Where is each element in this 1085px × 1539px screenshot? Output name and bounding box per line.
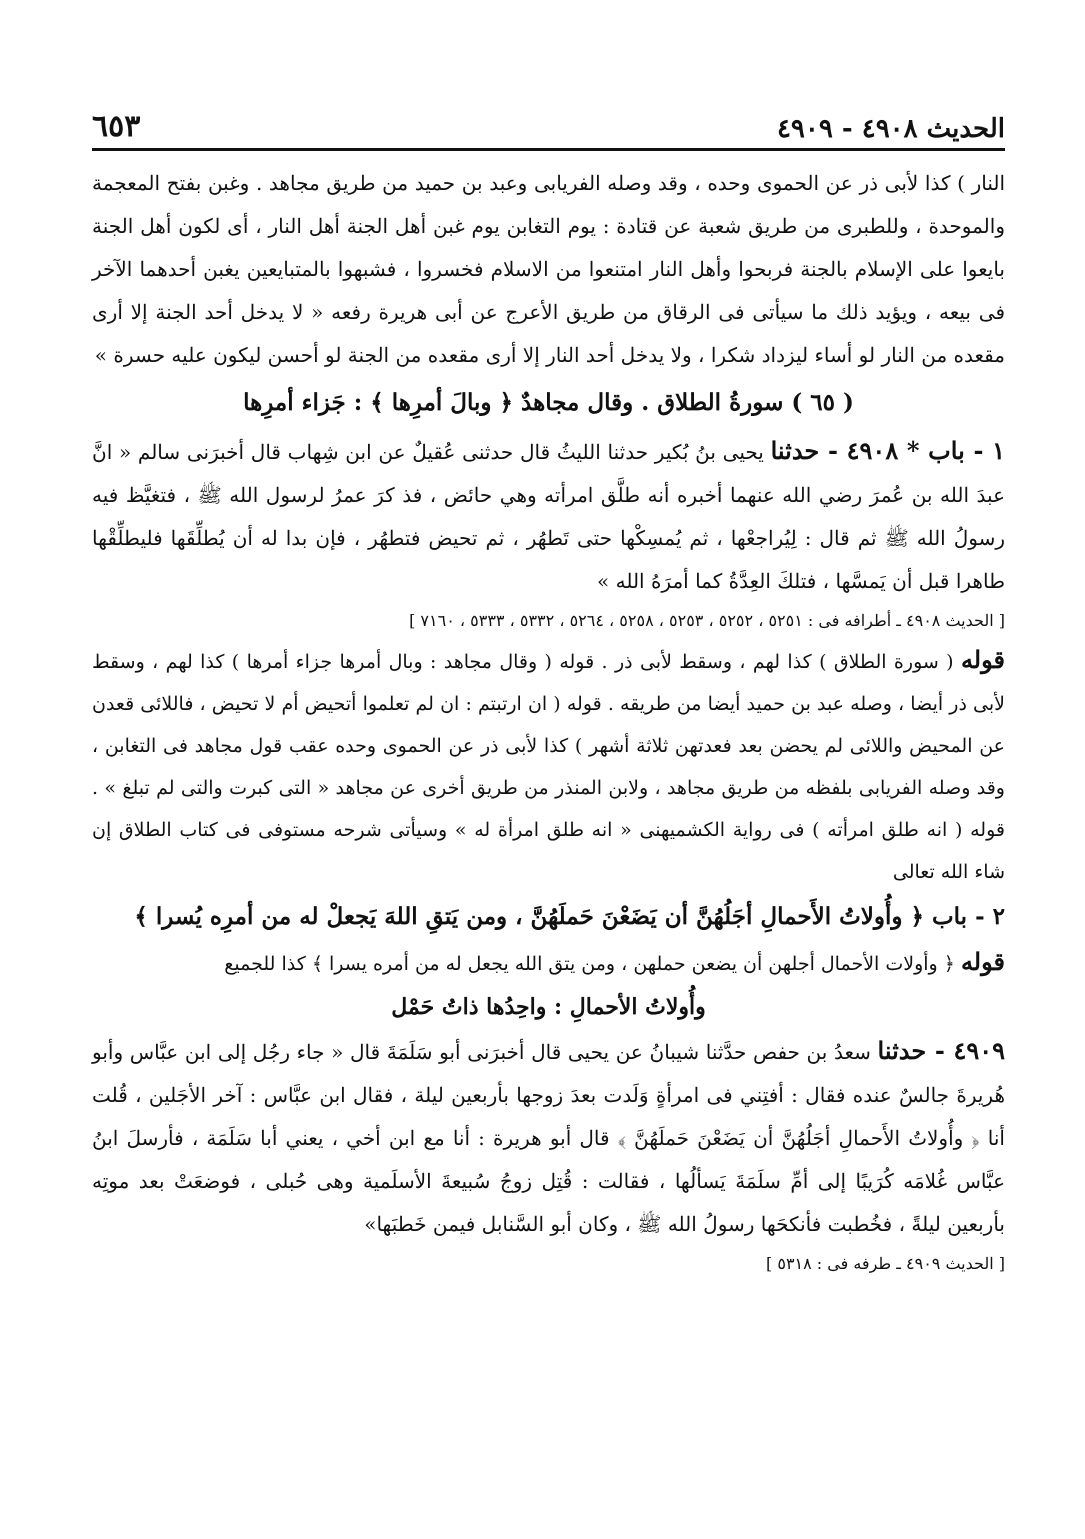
commentary-2-text: ﴿ وأولات الأحمال أجلهن أن يضعن حملهن ، ومن يتق الله يجعل له من أمره يسرا ﴾ كذا للجميع — [224, 953, 955, 975]
hadith-4908-lead: ١ - باب * ٤٩٠٨ - حدثنا — [770, 436, 1006, 465]
commentary-1-lead: قوله — [960, 645, 1005, 674]
hadith-4909-text: سعدُ بن حفص حدَّثنا شيبانُ عن يحيى قال أخبرَنى أبو سَلَمَةَ قال « جاء رجُل إلى ابن عبَّاس وأبو هُريرةَ جالسٌ عنده فقال : أفتِني فى امرأةٍ وَلَدت بعدَ زوجها بأربعين ليلة ، فقال ابن عبَّاس : آخر الأجَلين ، قُلت أنا ﴿ وأُولاتُ الأَحمالِ أجَلُهُنَّ أن يَضَعْنَ حَملَهُنَّ ﴾ قال أبو هريرة : أنا مع ابن أخي ، يعني أبا سَلَمَة ، فأرسلَ ابنُ عبَّاس غُلامَه كُرَيبًا إلى أمِّ سلَمَةَ يَسألُها ، فقالت : قُتِل زوجُ سُبيعةَ الأسلَمية وهى حُبلى ، فوضعَتْ بعد موتِه بأربعين ليلةً ، فخُطبت فأنكحَها رسولُ الله ﷺ ، وكان أبو السَّنابل فيمن خَطبَها» — [92, 1040, 1005, 1236]
hadith-4908-text: يحيى بنُ بُكير حدثنا الليثُ قال حدثنى عُقيلٌ عن ابن شِهاب قال أخبرَنى سالم « انَّ عبدَ الله بن عُمرَ رضي الله عنهما أخبره أنه طلَّق امرأته وهي حائض ، فذ كرَ عمرُ لرسول الله ﷺ ، فتغيَّظ فيه رسولُ الله ﷺ ثم قال : لِيُراجعْها ، ثم يُمسِكْها حتى تَطهُر ، ثم تحيض فتطهُر ، فإن بدا له أن يُطلِّقَها فليطلِّقْها طاهرا قبل أن يَمسَّها ، فتلكَ العِدَّةُ كما أمرَهُ الله » — [92, 440, 1005, 593]
hadith-4908-ref: [ الحديث ٤٩٠٨ ـ أطرافه فى : ٥٢٥١ ، ٥٢٥٢ ، ٥٢٥٣ ، ٥٢٥٨ ، ٥٢٦٤ ، ٥٣٣٢ ، ٥٣٣٣ ، ٧١٦٠ ] — [409, 611, 1005, 630]
bab-2-heading: ٢ - باب ﴿ وأُولاتُ الأَحمالِ أجَلُهُنَّ أن يَضَعْنَ حَملَهُنَّ ، ومن يَتقِ اللهَ يَجعلْ له من أمرِه يُسرا ﴾ — [134, 903, 1005, 930]
commentary-1 — [92, 639, 1005, 893]
surah-heading: ( ٦٥ ) سورةُ الطلاق . وقال مجاهدٌ ﴿ وبالَ أمرِها ﴾ : جَزاء أمرِها — [243, 389, 854, 416]
page-body — [92, 162, 1005, 1282]
page-number: ٦٥٣ — [92, 109, 141, 144]
hadith-4909-ref: [ الحديث ٤٩٠٩ ـ طرفه فى : ٥٣١٨ ] — [766, 1254, 1005, 1273]
intro-paragraph: النار ) كذا لأبى ذر عن الحموى وحده ، وقد وصله الفريابى وعبد بن حميد من طريق مجاهد . وغبن بفتح المعجمة والموحدة ، وللطبرى من طريق شعبة عن قتادة : يوم التغابن يوم غبن أهل الجنة أهل النار ، أى لكون أهل الجنة بايعوا على الإسلام بالجنة فربحوا وأهل النار امتنعوا من الاسلام فخسروا ، فشبهوا بالمتبايعين يغبن أحدهما الآخر فى بيعه ، ويؤيد ذلك ما سيأتى فى الرقاق من طريق الأعرج عن أبى هريرة رفعه « لا يدخل أحد الجنة إلا أرى مقعده من النار لو أساء ليزداد شكرا ، ولا يدخل أحد النار إلا أرى مقعده من الجنة لو أحسن ليكون عليه حسرة » — [92, 171, 1006, 367]
running-head: الحديث ٤٩٠٨ - ٤٩٠٩ — [776, 114, 1005, 144]
page-header — [92, 96, 1005, 144]
hadith-4909 — [92, 1029, 1005, 1246]
hadith-4909-lead: ٤٩٠٩ - حدثنا — [877, 1036, 1006, 1065]
commentary-1-text: ( سورة الطلاق ) كذا لهم ، وسقط لأبى ذر . قوله ( وقال مجاهد : وبال أمرها جزاء أمرها ) كذا لهم ، وسقط لأبى ذر أيضا ، وصله عبد بن حميد أيضا من طريقه . قوله ( ان ارتبتم : ان لم تعلموا أتحيض أم لا تحيض ، فاللائى قعدن عن المحيض واللائى لم يحضن بعد فعدتهن ثلاثة أشهر ) كذا لأبى ذر عن الحموى وحده عقب قول مجاهد فى التغابن ، وقد وصله الفريابى بلفظه من طريق مجاهد ، ولابن المنذر من طريق أخرى عن مجاهد « التى كبرت والتى لم تبلغ » . قوله ( انه طلق امرأته ) فى رواية الكشميهنى « انه طلق امرأة له » وسيأتى شرحه مستوفى فى كتاب الطلاق إن شاء الله تعالى — [92, 651, 1005, 883]
header-rule — [92, 148, 1005, 151]
hadith-4908 — [92, 429, 1005, 603]
commentary-2-lead: قوله — [960, 947, 1005, 976]
commentary-2 — [92, 941, 1005, 985]
bab-2-subheading: وأُولاتُ الأحمالِ : واحِدُها ذاتُ حَمْل — [391, 994, 706, 1020]
